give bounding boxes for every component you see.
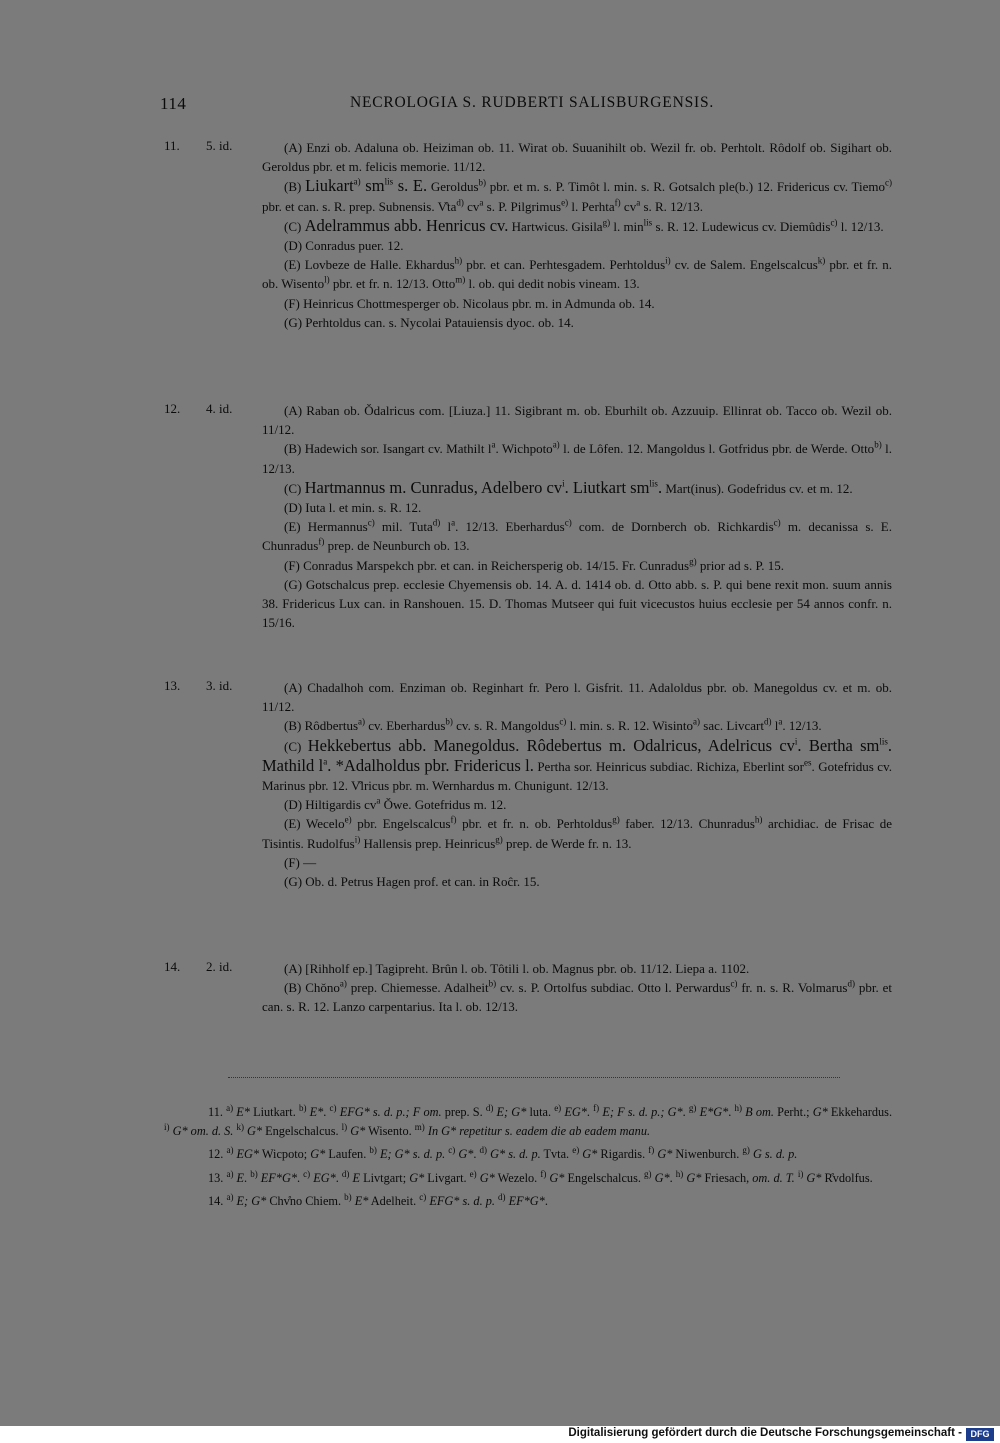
entry-paragraph: (A) Chadalhoh com. Enziman ob. Reginhart fr. Pero l. Gisfrit. 11. Adaloldus pbr. ob. Manegoldus cv. et m. ob. 11/12. <box>262 680 892 715</box>
page-number: 114 <box>160 94 187 113</box>
entry-day: 12. <box>164 401 181 416</box>
entry-day: 13. <box>164 678 181 693</box>
footer-bar <box>0 1426 1000 1443</box>
entry-paragraph: (D) Hiltigardis $cv^a$ Ǒwe. Gotefridus m. 12. <box>284 795 507 813</box>
footnote-separator <box>228 1077 840 1078</box>
entry-paragraph: (E) Wecelo$^{e)}$ pbr. Engelscalcus$^{f)}$ pbr. et fr. n. ob. Perhtoldus$^{g)}$ faber. 12/13. Chunradus$^{h)}$ archidiac. de Frisac de Tisintis. Rudolfus$^{i)}$ Hallensis prep. Heinricus$^{g)}$ prep. de Werde fr. n. 13. <box>262 815 892 851</box>
entry-paragraph: (A) Raban ob. Ǒdalricus com. [Liuza.] 11. Sigibrant m. ob. Eburhilt ob. Azzuuip. Ellinrat ob. Tacco ob. Wezil ob. 11/12. <box>262 403 892 438</box>
entry-paragraph: (E) Hermannus$^{c)}$ mil. Tuta$^{d)}$ $l^a$. 12/13. Eberhardus$^{c)}$ com. de Dornberch ob. Richkardis$^{c)}$ m. decanissa s. E. Chunradus$^{f)}$ prep. de Neunburch ob. 13. <box>262 517 892 554</box>
entry-paragraph: (D) Iuta l. et min. s. R. 12. <box>284 500 422 516</box>
necrology-entry <box>164 401 892 632</box>
entry-text <box>262 959 892 1017</box>
necrology-entry <box>164 959 892 1017</box>
running-title: NECROLOGIA S. RUDBERTI SALISBURGENSIS. <box>350 94 715 111</box>
entry-paragraph: (B) Hadewich sor. Isangart cv. Mathilt $l^a$. Wichpoto$^{a)}$ l. de Lôfen. 12. Mangoldus l. Gotfridus pbr. de Werde. Otto$^{b)}$ l. 12/13. <box>262 440 892 476</box>
entry-day: 11. <box>164 138 180 153</box>
entry-date: 5. id. <box>206 138 233 153</box>
running-header <box>160 94 888 118</box>
entry-date: 3. id. <box>206 678 233 693</box>
entry-date: 4. id. <box>206 401 233 416</box>
entry-text <box>262 678 892 891</box>
entry-text <box>262 401 892 632</box>
entry-paragraph: (G) Perhtoldus can. s. Nycolai Patauiensis dyoc. ob. 14. <box>284 314 574 330</box>
entry-paragraph: (F) — <box>284 854 317 870</box>
footnote: 14. $^{a)}$ E; G* Chv̊no Chiem. $^{b)}$ E* Adelheit. $^{c)}$ EFG* s. d. p. $^{d)}$ EF*G*. <box>208 1191 548 1208</box>
entry-text <box>262 138 892 332</box>
entry-paragraph: (A) [Rihholf ep.] Tagipreht. Brûn l. ob. Tôtili l. ob. Magnus pbr. ob. 11/12. Liepa a. 1102. <box>284 961 750 976</box>
entry-paragraph: (C) Hekkebertus abb. Manegoldus. Rôdebertus m. Odalricus, Adelricus $cv^i$. Bertha $sm^{lis}$. Mathild $l^a$. *Adalholdus pbr. Fridericus l. Pertha sor. Heinricus subdiac. Richiza, Eberlint sor$^{es}$. Gotefridus cv. Marinus pbr. 12. V̊lricus pbr. m. Wernhardus m. Chunigunt. 12/13. <box>262 735 892 794</box>
entry-paragraph: (B) Liukart$^{a)}$ $sm^{lis}$ s. E. Geroldus$^{b)}$ pbr. et m. s. P. Timôt l. min. s. R. Gotsalch ple(b.) 12. Fridericus cv. Tiemo$^{c)}$ pbr. et can. s. R. prep. Subnensis. $V̊ta^{d)}$ $cv^a$ s. P. Pilgrimus$^{e)}$ l. Perhta$^{f)}$ $cv^a$ s. R. 12/13. <box>262 176 893 214</box>
footnote: 11. $^{a)}$ E* Liutkart. $^{b)}$ E*. $^{c)}$ EFG* s. d. p.; F om. prep. S. $^{d)}$ E; G* luta. $^{e)}$ EG*. $^{f)}$ E; F s. d. p.; G*. $^{g)}$ E*G*. $^{h)}$ B om. Perht.; G* Ekkehardus. $^{i)}$ G* om. d. S. $^{k)}$ G* Engelschalcus. $^{l)}$ G* Wisento. $^{m)}$ In G* repetitur s. eadem die ab eadem manu. <box>164 1102 893 1139</box>
footnote: 12. $^{a)}$ EG* Wicpoto; G* Laufen. $^{b)}$ E; G* s. d. p. $^{c)}$ G*. $^{d)}$ G* s. d. p. Tvta. $^{e)}$ G* Rigardis. $^{f)}$ G* Niwenburch. $^{g)}$ G s. d. p. <box>208 1145 798 1162</box>
dfg-logo: DFG <box>966 1428 994 1441</box>
entry-paragraph: (B) Rôdbertus$^{a)}$ cv. Eberhardus$^{b)}$ cv. s. R. Mangoldus$^{c)}$ l. min. s. R. 12. Wisinto$^{a)}$ sac. Livcart$^{d)}$ $l^a$. 12/13. <box>284 717 822 734</box>
entry-paragraph: (G) Gotschalcus prep. ecclesie Chyemensis ob. 14. A. d. 1414 ob. d. Otto abb. s. P. qui bene rexit mon. suum annis 38. Fridericus Lux can. in Ranshouen. 15. D. Thomas Mutseer qui fuit vicecustos huius ecclesie per 54 annos confr. n. 15/16. <box>262 576 892 631</box>
necrology-entry <box>164 138 892 332</box>
entry-paragraph: (F) Conradus Marspekch pbr. et can. in Reichersperig ob. 14/15. Fr. Cunradus$^{g)}$ prior ad s. P. 15. <box>284 556 784 573</box>
entry-paragraph: (C) Adelrammus abb. Henricus cv. Hartwicus. Gisila$^{g)}$ l. $\min^{lis} s$. R. 12. Ludewicus cv. Diemûdis$^{c)}$ l. 12/13. <box>284 215 884 235</box>
entry-paragraph: (F) Heinricus Chottmesperger ob. Nicolaus pbr. m. in Admunda ob. 14. <box>284 295 655 311</box>
footnotes <box>164 1103 892 1215</box>
entry-paragraph: (A) Enzi ob. Adaluna ob. Heiziman ob. 11. Wirat ob. Suuanihilt ob. Wezil fr. ob. Perhtolt. Rôdolf ob. Sigihart ob. Geroldus pbr. et m. felicis memorie. 11/12. <box>262 140 892 175</box>
entry-paragraph: (E) Lovbeze de Halle. Ekhardus$^{h)}$ pbr. et can. Perhtesgadem. Perhtoldus$^{i)}$ cv. de Salem. Engelscalcus$^{k)}$ pbr. et fr. n. ob. Wisento$^{l)}$ pbr. et fr. n. 12/13. Otto$^{m)}$ l. ob. qui dedit nobis vineam. 13. <box>262 255 892 292</box>
entry-day: 14. <box>164 959 181 974</box>
entry-date: 2. id. <box>206 959 233 974</box>
entry-paragraph: (B) Chǒno$^{a)}$ prep. Chiemesse. Adalheit$^{b)}$ cv. s. P. Ortolfus subdiac. Otto l. Perwardus$^{c)}$ fr. n. s. R. Volmarus$^{d)}$ pbr. et can. s. R. 12. Lanzo carpentarius. Ita l. ob. 12/13. <box>262 978 893 1015</box>
funding-notice: Digitalisierung gefördert durch die Deutsche Forschungsgemeinschaft - <box>568 1427 962 1439</box>
entry-paragraph: (G) Ob. d. Petrus Hagen prof. et can. in Roĉr. 15. <box>284 874 540 890</box>
entry-paragraph: (C) Hartmannus m. Cunradus, Adelbero $cv^i$. Liutkart $sm^{lis}$. Mart(inus). Godefridus cv. et m. 12. <box>284 477 853 497</box>
necrology-entry <box>164 678 892 891</box>
footnote: 13. $^{a)}$ E. $^{b)}$ EF*G*. $^{c)}$ EG*. $^{d)}$ E Livtgart; G* Livgart. $^{e)}$ G* Wezelo. $^{f)}$ G* Engelschalcus. $^{g)}$ G*. $^{h)}$ G* Friesach, om. d. T. $^{i)}$ G* R̊vdolfus. <box>208 1168 873 1185</box>
entry-paragraph: (D) Conradus puer. 12. <box>284 238 404 254</box>
